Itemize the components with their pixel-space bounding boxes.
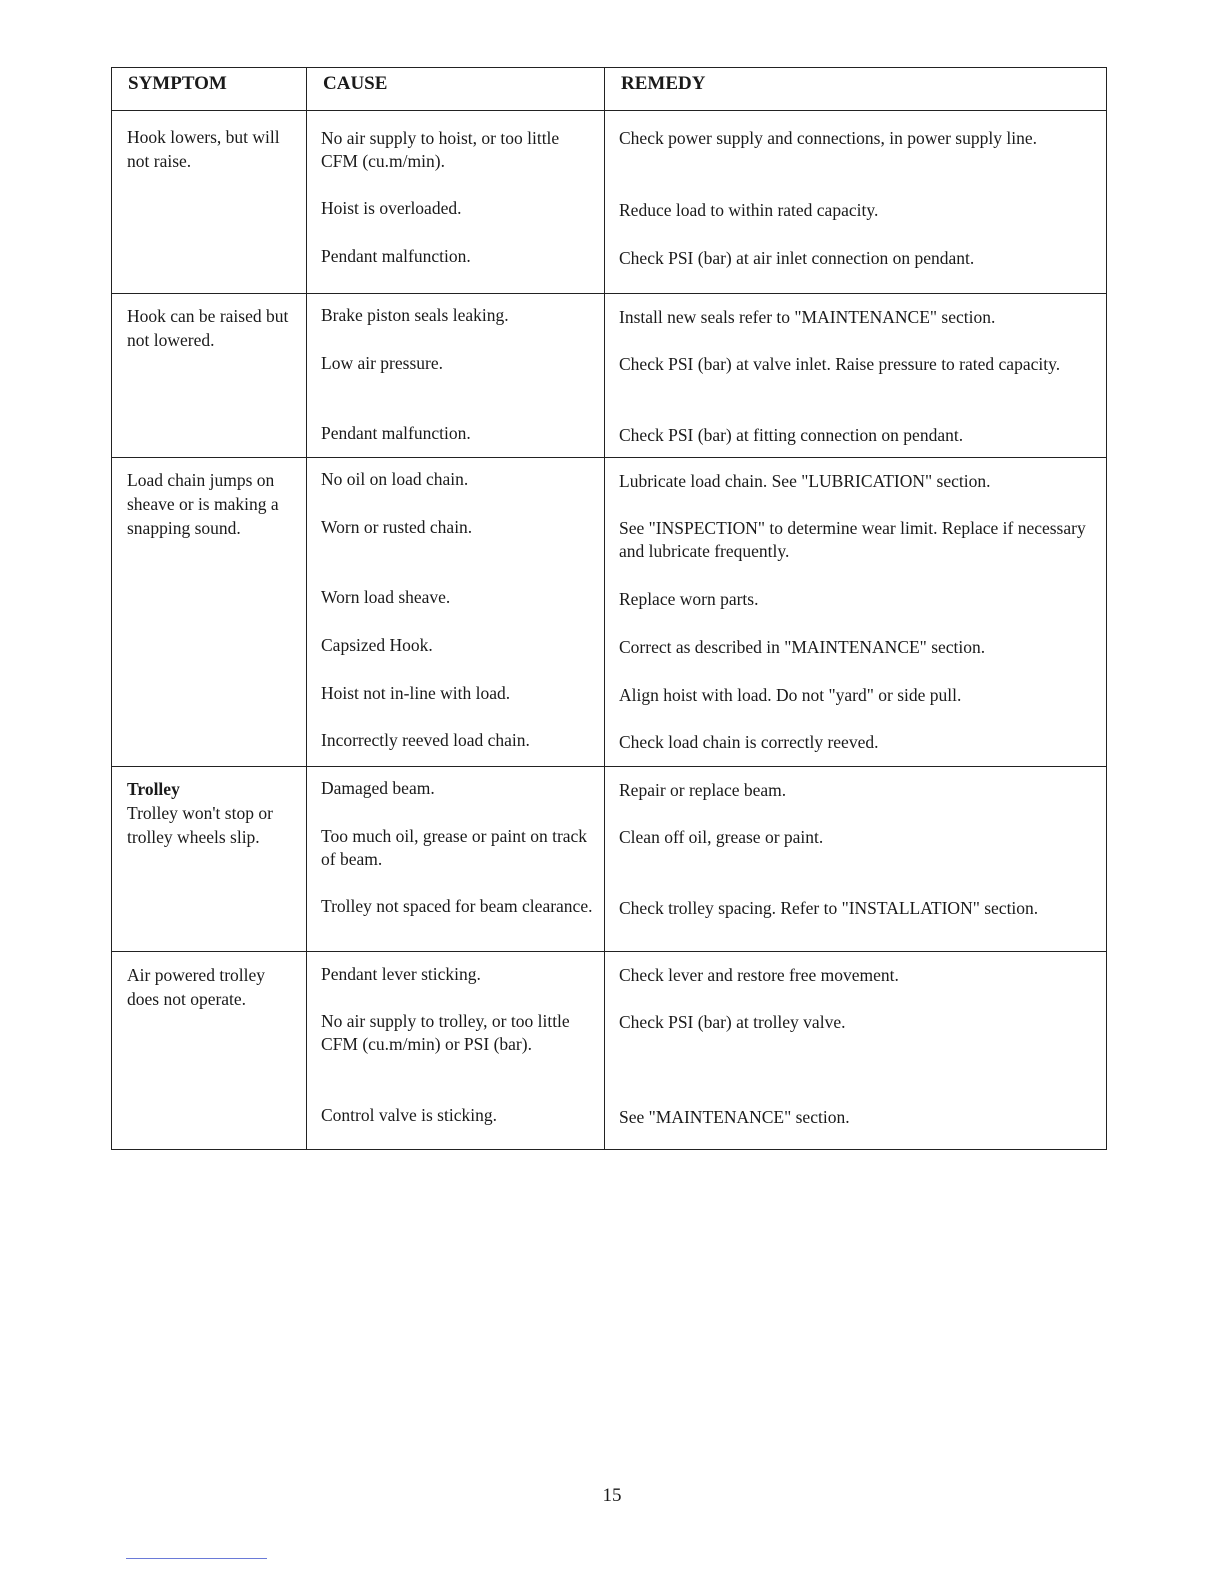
cause-cell: Pendant malfunction. <box>306 412 604 457</box>
cause-cell: Incorrectly reeved load chain. <box>306 719 604 766</box>
remedy-cell: Repair or replace beam. <box>604 767 1106 815</box>
cause-cell: No oil on load chain. <box>306 458 604 506</box>
remedy-cell: See "INSPECTION" to determine wear limit. Replace if necessary and lubricate frequently. <box>604 506 1106 576</box>
cause-cell: Hoist not in-line with load. <box>306 672 604 719</box>
cause-cell: Too much oil, grease or paint on track of beam. <box>306 815 604 885</box>
table-header <box>112 68 1106 111</box>
remedy-cell: Check lever and restore free movement. <box>604 952 1106 1000</box>
remedy-cell: Correct as described in "MAINTENANCE" section. <box>604 624 1106 672</box>
cause-cell: Trolley not spaced for beam clearance. <box>306 885 604 951</box>
cause-cell: Capsized Hook. <box>306 624 604 672</box>
symptom-text: Load chain jumps on sheave or is making a snapping sound. <box>127 470 279 538</box>
symptom-text: Trolley won't stop or trolley wheels slip. <box>127 803 273 847</box>
symptom-cell <box>112 952 306 1149</box>
cause-cell: Brake piston seals leaking. <box>306 294 604 342</box>
remedy-cell: Check trolley spacing. Refer to "INSTALLATION" section. <box>604 885 1106 951</box>
symptom-group <box>112 458 1106 767</box>
cause-cell: No air supply to hoist, or too little CFM (cu.m/min). <box>306 111 604 183</box>
header-symptom: SYMPTOM <box>128 73 227 94</box>
remedy-cell: Replace worn parts. <box>604 576 1106 624</box>
cause-cell: Pendant lever sticking. <box>306 952 604 1000</box>
symptom-text: Air powered trolley does not operate. <box>127 965 266 1009</box>
header-cause: CAUSE <box>306 68 604 110</box>
troubleshooting-table <box>111 67 1107 1150</box>
remedy-cell: Install new seals refer to "MAINTENANCE" section. <box>604 294 1106 342</box>
symptom-group <box>112 952 1106 1149</box>
remedy-cell: Check PSI (bar) at trolley valve. <box>604 1000 1106 1094</box>
cause-cell: Worn load sheave. <box>306 576 604 624</box>
cause-cell: Worn or rusted chain. <box>306 506 604 576</box>
cause-cell: Damaged beam. <box>306 767 604 815</box>
cause-cell: Low air pressure. <box>306 342 604 412</box>
cause-remedy-rows <box>306 111 1106 293</box>
cause-cell: Control valve is sticking. <box>306 1094 604 1149</box>
symptom-group <box>112 111 1106 294</box>
symptom-cell <box>112 458 306 766</box>
cause-cell: No air supply to trolley, or too little CFM (cu.m/min) or PSI (bar). <box>306 1000 604 1094</box>
symptom-cell <box>112 294 306 457</box>
cause-remedy-rows <box>306 458 1106 766</box>
footer-rule <box>126 1558 267 1559</box>
cause-remedy-rows <box>306 952 1106 1149</box>
remedy-cell: Check PSI (bar) at air inlet connection on pendant. <box>604 231 1106 293</box>
remedy-cell: Check PSI (bar) at fitting connection on pendant. <box>604 412 1106 457</box>
symptom-cell <box>112 767 306 951</box>
remedy-cell: Lubricate load chain. See "LUBRICATION" section. <box>604 458 1106 506</box>
symptom-cell <box>112 111 306 293</box>
cause-remedy-rows <box>306 767 1106 951</box>
remedy-cell: Check power supply and connections, in power supply line. <box>604 111 1106 183</box>
header-remedy: REMEDY <box>604 68 1106 110</box>
symptom-group <box>112 767 1106 952</box>
symptom-text: Hook can be raised but not lowered. <box>127 306 289 350</box>
remedy-cell: Reduce load to within rated capacity. <box>604 183 1106 231</box>
cause-cell: Pendant malfunction. <box>306 231 604 293</box>
remedy-cell: Clean off oil, grease or paint. <box>604 815 1106 885</box>
symptom-group <box>112 294 1106 458</box>
remedy-cell: See "MAINTENANCE" section. <box>604 1094 1106 1149</box>
page-number: 15 <box>602 1485 622 1506</box>
remedy-cell: Check load chain is correctly reeved. <box>604 719 1106 766</box>
remedy-cell: Align hoist with load. Do not "yard" or side pull. <box>604 672 1106 719</box>
symptom-text: Hook lowers, but will not raise. <box>127 127 280 171</box>
cause-remedy-rows <box>306 294 1106 457</box>
remedy-cell: Check PSI (bar) at valve inlet. Raise pressure to rated capacity. <box>604 342 1106 412</box>
cause-cell: Hoist is overloaded. <box>306 183 604 231</box>
symptom-title: Trolley <box>127 779 180 799</box>
